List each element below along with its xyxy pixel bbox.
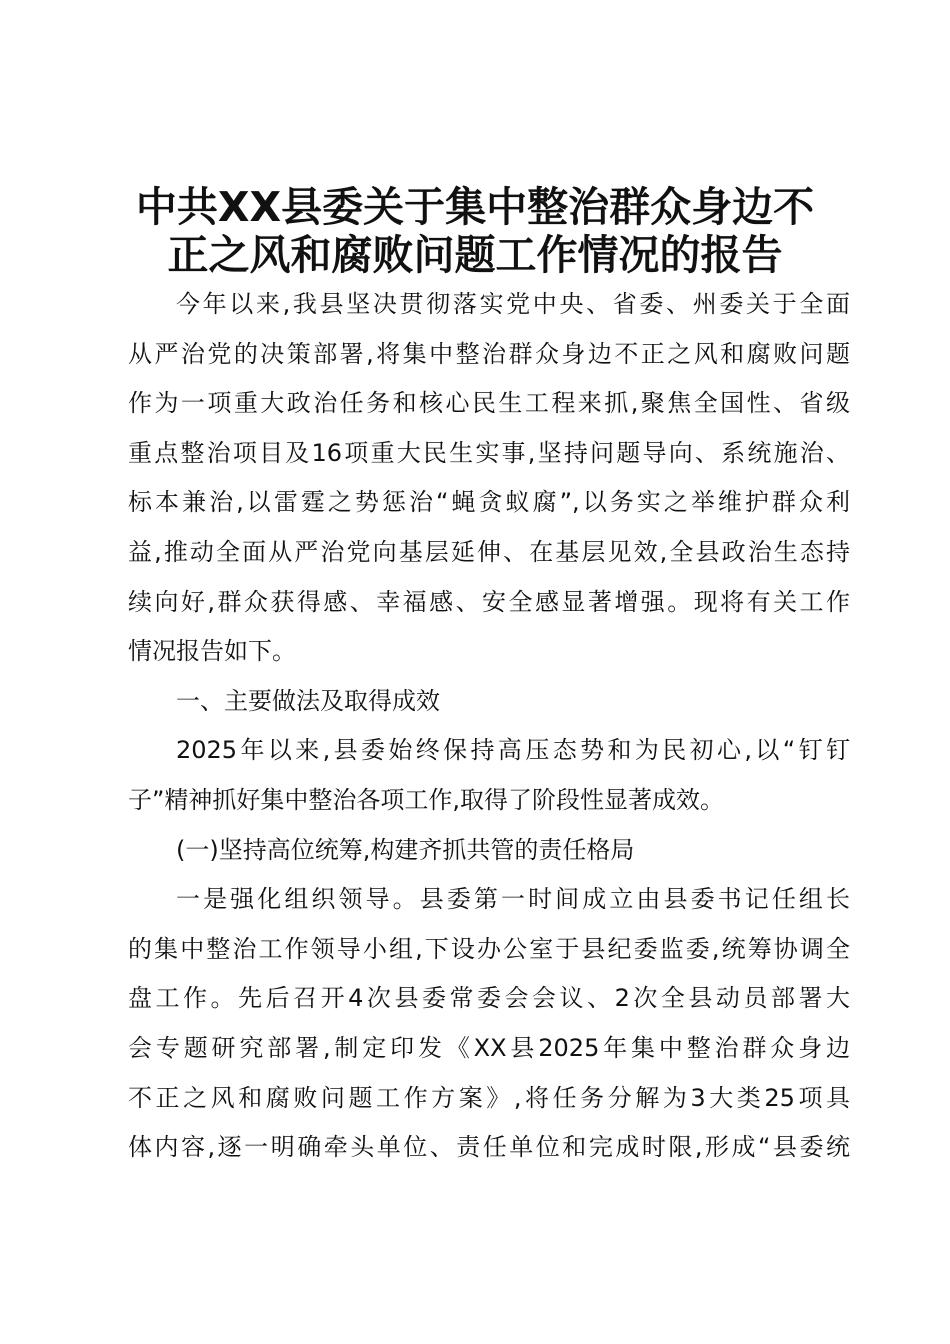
document-title-line-2: 正之风和腐败问题工作情况的报告 [167, 231, 783, 279]
text-line: 子”精神抓好集中整治各项工作,取得了阶段性显著成效。 [128, 785, 725, 814]
text-line: 一、主要做法及取得成效 [176, 686, 440, 715]
document-title-line-1: 中共XX县委关于集中整治群众身边不 [135, 183, 815, 231]
text-line: 盘工作。先后召开4次县委常委会会议、2次全县动员部署大 [128, 984, 850, 1013]
document-body [128, 280, 850, 1173]
text-line: 益,推动全面从严治党向基层延伸、在基层见效,全县政治生态持 [128, 537, 850, 566]
text-line: 一是强化组织领导。县委第一时间成立由县委书记任组长 [176, 885, 850, 914]
text-line: 体内容,逐一明确牵头单位、责任单位和完成时限,形成“县委统 [128, 1133, 850, 1162]
text-line: 作为一项重大政治任务和核心民生工程来抓,聚焦全国性、省级 [128, 389, 850, 418]
text-line: 今年以来,我县坚决贯彻落实党中央、省委、州委关于全面 [176, 290, 850, 318]
text-line: 会专题研究部署,制定印发《XX县2025年集中整治群众身边 [128, 1033, 850, 1062]
text-line: 续向好,群众获得感、幸福感、安全感显著增强。现将有关工作 [128, 587, 850, 616]
text-line: 的集中整治工作领导小组,下设办公室于县纪委监委,统筹协调全 [128, 934, 850, 963]
text-line: 2025年以来,县委始终保持高压态势和为民初心,以“钉钉 [176, 736, 850, 765]
text-line: (一)坚持高位统筹,构建齐抓共管的责任格局 [176, 835, 635, 864]
text-line: 从严治党的决策部署,将集中整治群众身边不正之风和腐败问题 [128, 339, 850, 368]
text-line: 情况报告如下。 [128, 637, 296, 666]
text-line: 不正之风和腐败问题工作方案》,将任务分解为3大类25项具 [128, 1083, 850, 1112]
text-line: 标本兼治,以雷霆之势惩治“蝇贪蚁腐”,以务实之举维护群众利 [128, 488, 850, 517]
text-line: 重点整治项目及16项重大民生实事,坚持问题导向、系统施治、 [128, 438, 850, 467]
